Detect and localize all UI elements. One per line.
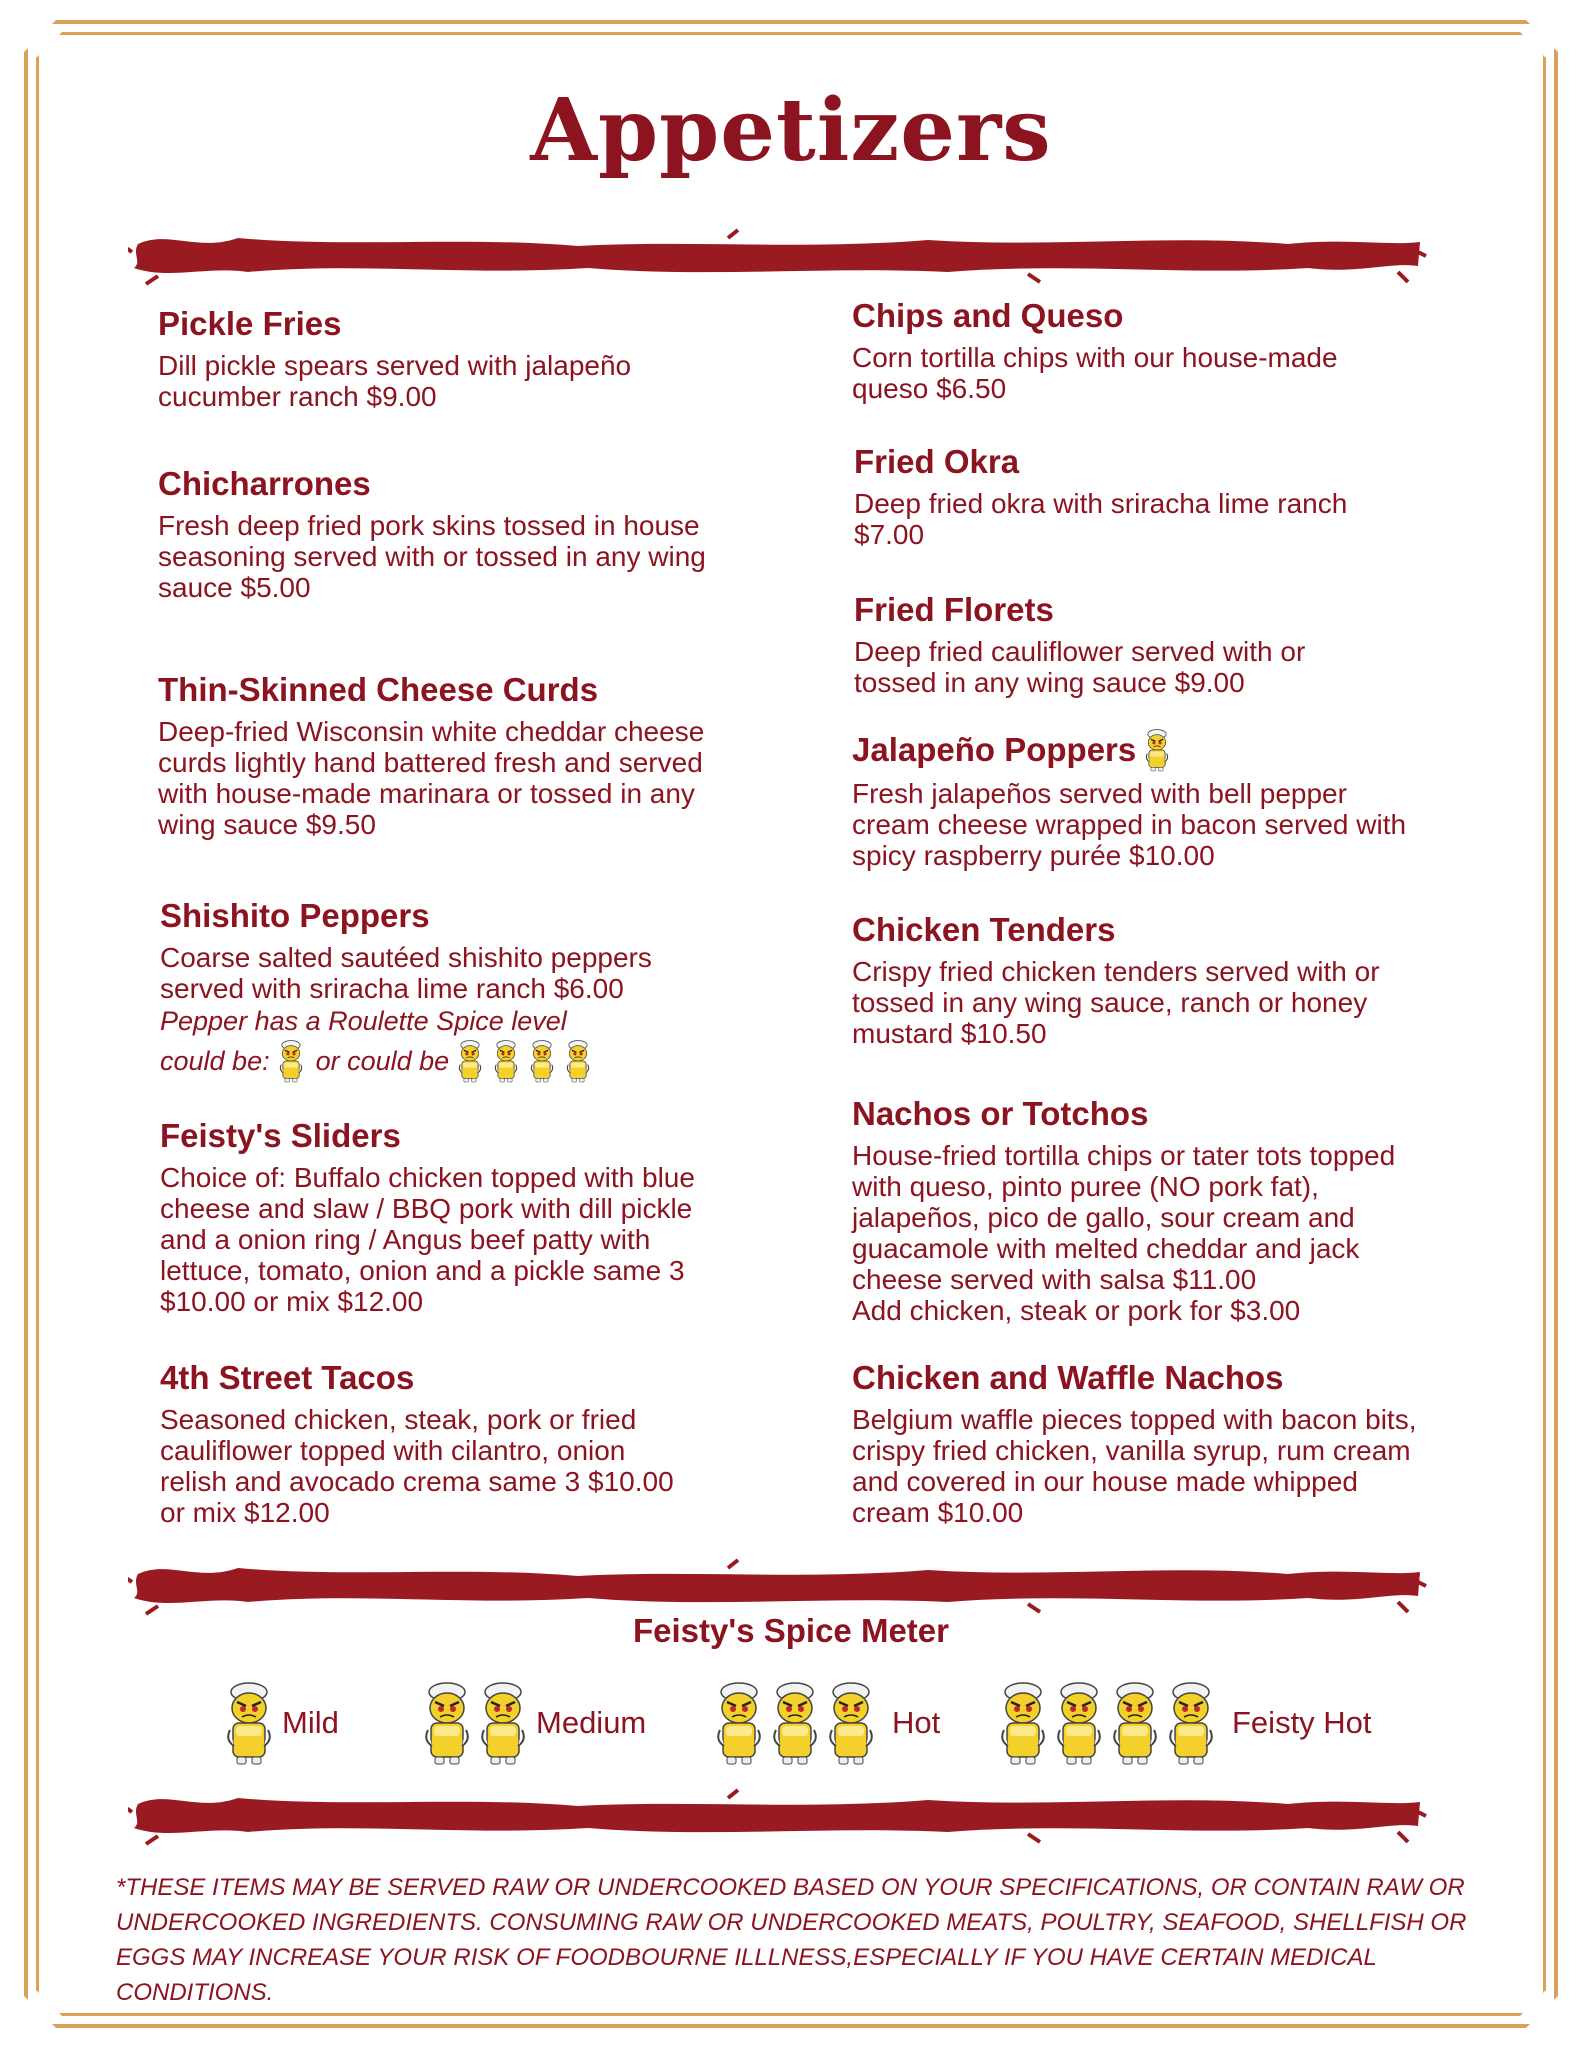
spicy-mascot-icon [491,1039,521,1083]
item-description: Coarse salted sautéed shishito peppers served with sriracha lime ranch $6.00 [160,942,652,1004]
spice-meter-title: Feisty's Spice Meter [633,1612,949,1649]
page-title: Appetizers [530,80,1052,181]
spicy-mascot-icon [1052,1680,1106,1766]
item-description: Crispy fried chicken tenders served with or tossed in any wing sauce, ranch or honey mustard $10.50 [852,956,1380,1049]
item-name: Nachos or Totchos [852,1095,1149,1132]
note-line: Pepper has a Roulette Spice level [160,1006,567,1036]
spicy-mascot-icon [476,1680,530,1766]
menu-item-chicken-tenders [852,910,1472,1049]
item-description: Belgium waffle pieces topped with bacon bits, crispy fried chicken, vanilla syrup, rum cream and covered in our house made whipped cream $10.00 [852,1404,1417,1528]
menu-item-fried-florets [854,590,1474,698]
item-description: Deep fried cauliflower served with or tossed in any wing sauce $9.00 [854,636,1306,698]
item-name: Chips and Queso [852,297,1124,334]
menu-item-chips-queso [852,296,1472,404]
spice-level-hot [712,1680,940,1766]
item-addon: Add chicken, steak or pork for $3.00 [852,1295,1301,1326]
spicy-mascot-icon [1142,728,1172,772]
spicy-mascot-icon [420,1680,474,1766]
note-could-be: could be: [160,1045,270,1076]
spicy-mascot-icon [1164,1680,1218,1766]
menu-item-street-tacos [160,1358,780,1528]
menu-item-sliders [160,1116,780,1317]
food-safety-disclaimer: *THESE ITEMS MAY BE SERVED RAW OR UNDERCOOKED BASED ON YOUR SPECIFICATIONS, OR CONTAIN RAW OR UNDERCOOKED INGREDIENTS. CONSUMING RAW OR UNDERCOOKED MEATS, POULTRY, SEAFOOD, SHELLFISH OR EGGS MAY INCREASE YOUR RISK OF FOODBOURNE ILLLNESS,ESPECIALLY IF YOU HAVE CERTAIN MEDICAL CONDITIONS. [116,1874,1467,2006]
spice-level-mascots [222,1680,276,1766]
spice-level-medium [420,1680,646,1766]
spicy-mascot-icon [455,1039,485,1083]
spicy-mascot-icon [996,1680,1050,1766]
item-description: Fresh jalapeños served with bell pepper cream cheese wrapped in bacon served with spicy raspberry purée $10.00 [852,778,1407,871]
item-name: Fried Florets [854,591,1054,628]
menu-item-pickle-fries [158,304,778,412]
item-name: Chicken Tenders [852,911,1116,948]
item-description: Seasoned chicken, steak, pork or fried cauliflower topped with cilantro, onion relish and avocado crema same 3 $10.00 or mix $12.00 [160,1404,674,1528]
item-description: Dill pickle spears served with jalapeño cucumber ranch $9.00 [158,350,632,412]
spicy-mascot-icon [276,1039,306,1083]
item-name: Fried Okra [854,443,1020,480]
spice-level-mascots [712,1680,878,1766]
spice-level-mascots [996,1680,1218,1766]
item-name: Chicharrones [158,465,371,502]
item-description: Deep fried okra with sriracha lime ranch $7.00 [854,488,1348,550]
menu-item-chicken-waffle-nachos [852,1358,1472,1528]
brushstroke-divider-bottom [128,1782,1428,1852]
item-description: Fresh deep fried pork skins tossed in house seasoning served with or tossed in any wing sauce $5.00 [158,510,706,603]
menu-item-shishito-peppers [160,896,780,1083]
spicy-mascot-icon [712,1680,766,1766]
item-name: 4th Street Tacos [160,1359,415,1396]
spice-level-mascots [420,1680,530,1766]
item-name-row [852,728,1472,772]
spice-roulette-levels [160,1039,780,1083]
item-description: Deep-fried Wisconsin white cheddar cheese curds lightly hand battered fresh and served with house-made marinara or tossed in any wing sauce $9.50 [158,716,705,840]
item-name: Pickle Fries [158,305,342,342]
spicy-mascot-icon [527,1039,557,1083]
brushstroke-divider-top [128,222,1428,292]
spice-level-feisty-hot [996,1680,1372,1766]
item-description: Choice of: Buffalo chicken topped with blue cheese and slaw / BBQ pork with dill pickle and a onion ring / Angus beef patty with lettuce, tomato, onion and a pickle same 3 $10.00 or mix $12.00 [160,1162,695,1317]
item-name: Feisty's Sliders [160,1117,401,1154]
menu-item-cheese-curds [158,670,778,840]
spicy-mascot-icon [768,1680,822,1766]
spice-level-label: Mild [282,1705,339,1740]
spice-level-label: Hot [892,1705,941,1740]
item-name: Jalapeño Poppers [852,731,1137,768]
spicy-mascot-icon [222,1680,276,1766]
spicy-mascot-icon [1108,1680,1162,1766]
menu-item-fried-okra [854,442,1474,550]
menu-item-chicharrones [158,464,778,603]
item-description: Corn tortilla chips with our house-made queso $6.50 [852,342,1338,404]
menu-item-jalapeno-poppers [852,728,1472,871]
spice-level-label: Medium [536,1705,647,1740]
note-or-could-be: or could be [315,1045,450,1076]
spice-roulette-note [160,1006,780,1037]
item-description: House-fried tortilla chips or tater tots topped with queso, pinto puree (NO pork fat), jalapeños, pico de gallo, sour cream and guacamole with melted cheddar and jack cheese served with salsa $11.00 [852,1140,1396,1295]
spice-meter [0,1680,1582,1790]
item-name: Shishito Peppers [160,897,430,934]
menu-item-nachos-totchos [852,1094,1472,1326]
item-name: Thin-Skinned Cheese Curds [158,671,599,708]
spice-level-mild [222,1680,339,1766]
spice-level-label: Feisty Hot [1232,1705,1372,1740]
item-name: Chicken and Waffle Nachos [852,1359,1284,1396]
spicy-mascot-icon [824,1680,878,1766]
spicy-mascot-icon [563,1039,593,1083]
